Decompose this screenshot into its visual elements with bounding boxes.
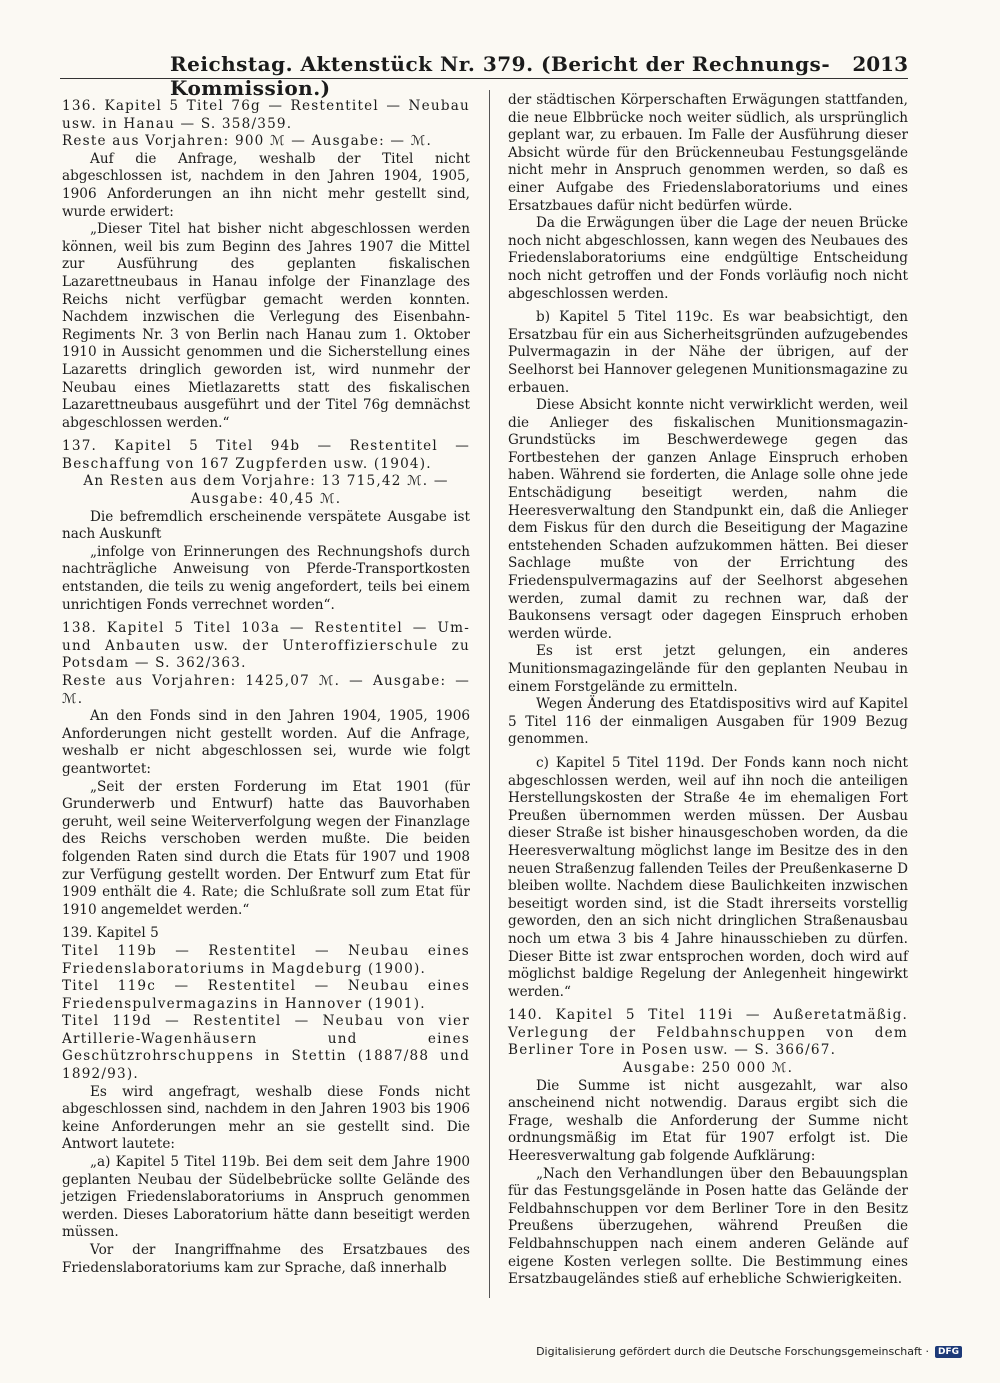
paragraph-bridge-decision: Da die Erwägungen über die Lage der neuen Brücke noch nicht abgeschlossen, kann wegen des Neubaues des Friedenslaboratoriums eine endgültige Entscheidung noch nicht getroffen und der Fonds vorläufig noch nicht abgeschlossen werden. bbox=[508, 215, 908, 302]
entry-140-amount: Ausgabe: 250 000 ℳ. bbox=[622, 1060, 794, 1077]
entry-137-paragraph: Die befremdlich erscheinende verspätete Ausgabe ist nach Auskunft bbox=[62, 508, 470, 543]
right-column bbox=[508, 92, 908, 1289]
entry-139-answer-a: „a) Kapitel 5 Titel 119b. Bei dem seit dem Jahre 1900 geplanten Neubau der Südelbebrücke sollte Gelände des jetzigen Friedenslaboratoriums in Anspruch genommen werden. Dieses Laboratorium hätte dann beseitigt werden müssen. bbox=[62, 1154, 470, 1241]
entry-138-paragraph: An den Fonds sind in den Jahren 1904, 1905, 1906 Anforderungen nicht gestellt worden. Auf die Anfrage, weshalb er nicht abgeschlossen sei, wurde wie folgt geantwortet: bbox=[62, 708, 470, 777]
entry-138-amounts: Reste aus Vorjahren: 1425,07 ℳ. — Ausgabe: — ℳ. bbox=[62, 673, 470, 707]
entry-139-title-119c: Titel 119c — Restentitel — Neubau eines Friedenspulvermagazins in Hannover (1901). bbox=[62, 978, 470, 1012]
answer-b-objection: Diese Absicht konnte nicht verwirklicht werden, weil die Anlieger des fiskalischen Munitionsmagazin-Grundstücks im Beschwerdewege gegen das Fortbestehen der ganzen Anlage Einspruch erhoben haben. Während sie forderten, die Anlage solle ohne jede Entschädigung beseitigt werden, nahm die Heeresverwaltung den Standpunkt ein, daß die Anlieger dem Fiskus für den durch die Beseitigung der Magazine entstehenden Schaden aufzukommen hätten. Bei dieser Sachlage mußte von der Errichtung des Friedenspulvermagazins auf der Seelhorst abgesehen werden, zumal damit zu rechnen war, daß der Baukonsens versagt oder dagegen Einspruch erhoben werden würde. bbox=[508, 397, 908, 642]
digitization-footer bbox=[536, 1345, 962, 1358]
entry-139-paragraph: Es wird angefragt, weshalb diese Fonds nicht abgeschlossen sind, nachdem in den Jahren 1903 bis 1906 keine Anforderungen mehr an sie gestellt sind. Die Antwort lautete: bbox=[62, 1083, 470, 1153]
running-header bbox=[60, 48, 908, 100]
entry-136-amounts: Reste aus Vorjahren: 900 ℳ — Ausgabe: — ℳ. bbox=[62, 133, 432, 150]
answer-b-reference: Wegen Änderung des Etatdispositivs wird auf Kapitel 5 Titel 116 der einmaligen Ausgaben für 1909 Bezug genommen. bbox=[508, 696, 908, 748]
entry-136-heading: 136. Kapitel 5 Titel 76g — Restentitel — Neubau usw. in Hanau — S. 358/359. bbox=[62, 98, 470, 132]
continued-paragraph: der städtischen Körperschaften Erwägungen stattfanden, die neue Elbbrücke noch weiter südlich, als ursprünglich geplant war, zu erbauen. Im Falle der Ausführung dieser Absicht würde für den Brückenneubau Festungsgelände nicht mehr in Anspruch genommen werden, so daß es einer Aufgabe des Friedenslaboratoriums und eines Ersatzbaues dafür nicht bedürfen würde. bbox=[508, 92, 908, 214]
footer-text: Digitalisierung gefördert durch die Deutsche Forschungsgemeinschaft · bbox=[536, 1345, 929, 1358]
entry-136-quote: „Dieser Titel hat bisher nicht abgeschlossen werden können, weil bis zum Beginn des Jahres 1907 die Mittel zur Ausführung des geplanten fiskalischen Lazarettneubaus in Hanau infolge der Finanzlage des Reichs nicht verfügbar gemacht werden konnten. Nachdem inzwischen die Verlegung des Eisenbahn-Regiments Nr. 3 von Berlin nach Hanau zum 1. Oktober 1910 in Aussicht genommen und die Sicherstellung eines Lazaretts dringlich geworden ist, wird nunmehr der Neubau eines Mietlazaretts statt des fiskalischen Lazarettneubaus ausgeführt und der Titel 76g demnächst abgeschlossen werden.“ bbox=[62, 221, 470, 431]
entry-140-paragraph: Die Summe ist nicht ausgezahlt, war also anscheinend nicht notwendig. Daraus ergibt sich die Frage, weshalb die Anforderung der Summe nicht ordnungsmäßig im Etat für 1907 erfolgt ist. Die Heeresverwaltung gab folgende Aufklärung: bbox=[508, 1077, 908, 1165]
column-divider bbox=[489, 90, 490, 1298]
answer-b-new-site: Es ist erst jetzt gelungen, ein anderes Munitionsmagazingelände für den geplanten Neubau in einem Forstgelände zu ermitteln. bbox=[508, 643, 908, 695]
header-title: Reichstag. Aktenstück Nr. 379. (Bericht der Rechnungs-Kommission.) bbox=[170, 52, 831, 100]
entry-136-paragraph: Auf die Anfrage, weshalb der Titel nicht abgeschlossen ist, nachdem in den Jahren 1904, 1905, 1906 Anforderungen an ihn nicht mehr gestellt sind, wurde erwidert: bbox=[62, 150, 470, 220]
entry-138-heading: 138. Kapitel 5 Titel 103a — Restentitel — Um- und Anbauten usw. der Unteroffizierschule zu Potsdam — S. 362/363. bbox=[62, 620, 470, 672]
entry-137-heading: 137. Kapitel 5 Titel 94b — Restentitel — Beschaffung von 167 Zugpferden usw. (1904). bbox=[62, 438, 470, 472]
entry-139-answer-a-continued: Vor der Inangriffnahme des Ersatzbaues des Friedenslaboratoriums kam zur Sprache, daß innerhalb bbox=[62, 1242, 470, 1276]
page-number: 2013 bbox=[852, 52, 908, 76]
entry-139-title-119d: Titel 119d — Restentitel — Neubau von vier Artillerie-Wagenhäusern und eines Geschützrohrschuppens in Stettin (1887/88 und 1892/93). bbox=[62, 1013, 470, 1083]
entry-139-heading: 139. Kapitel 5 bbox=[62, 925, 159, 942]
entry-140-quote: „Nach den Verhandlungen über den Bebauungsplan für das Festungsgelände in Posen hatte das Gelände der Feldbahnschuppen vor dem Berliner Tore in den Besitz Preußens überzugehen, während Preußen die Feldbahnschuppen nach einem anderen Gelände auf eigene Kosten verlegen sollte. Die Bestimmung eines Ersatzbaugeländes stieß auf erhebliche Schwierigkeiten. bbox=[508, 1165, 908, 1288]
entry-140-heading: 140. Kapitel 5 Titel 119i — Außeretatmäßig. Verlegung der Feldbahnschuppen von dem Berliner Tore in Posen usw. — S. 366/67. bbox=[508, 1007, 908, 1059]
left-column bbox=[62, 92, 470, 1277]
answer-b: b) Kapitel 5 Titel 119c. Es war beabsichtigt, den Ersatzbau für ein aus Sicherheitsgründen aufzugebendes Pulvermagazin in der Nähe der übrigen, auf der Seelhorst bei Hannover gelegenen Munitionsmagazine zu erbauen. bbox=[508, 309, 908, 396]
entry-137-amounts: An Resten aus dem Vorjahre: 13 715,42 ℳ. — Ausgabe: 40,45 ℳ. bbox=[83, 473, 449, 508]
entry-138-quote: „Seit der ersten Forderung im Etat 1901 (für Grunderwerb und Entwurf) hatte das Bauvorhaben geruht, weil seine Weiterverfolgung wegen der Finanzlage des Reichs verschoben werden mußte. Die beiden folgenden Raten sind durch die Etats für 1907 und 1908 zur Verfügung gestellt worden. Der Entwurf zum Etat für 1909 enthält die 4. Rate; die Schlußrate soll zum Etat für 1910 angemeldet werden.“ bbox=[62, 778, 470, 918]
entry-139-title-119b: Titel 119b — Restentitel — Neubau eines Friedenslaboratoriums in Magdeburg (1900). bbox=[62, 942, 470, 977]
entry-137-quote: „infolge von Erinnerungen des Rechnungshofs durch nachträgliche Anweisung von Pferde-Transportkosten entstanden, die teils zu wenig angefordert, teils bei einem unrichtigen Fonds verrechnet worden“. bbox=[62, 543, 470, 613]
dfg-logo-icon: DFG bbox=[935, 1346, 962, 1358]
answer-c: c) Kapitel 5 Titel 119d. Der Fonds kann noch nicht abgeschlossen werden, weil auf ihn noch die anteiligen Herstellungskosten der Straße 4e im ehemaligen Fort Preußen übernommen werden müssen. Der Ausbau dieser Straße ist bisher hinausgeschoben worden, da die Heeresverwaltung möglichst lange im Besitze des in den neuen Straßenzug fallenden Teiles der Preußenkaserne D bleiben wollte. Nachdem diese Baulichkeiten inzwischen beseitigt worden sind, ist die Stadt ihrerseits vorstellig geworden, den an sich nicht dringlichen Straßenausbau noch um etwa 3 bis 4 Jahre hinausschieben zu dürfen. Dieser Bitte ist zwar entsprochen worden, doch wird auf möglichst baldige Regelung der Anlegenheit hingewirkt werden.“ bbox=[508, 754, 908, 1000]
